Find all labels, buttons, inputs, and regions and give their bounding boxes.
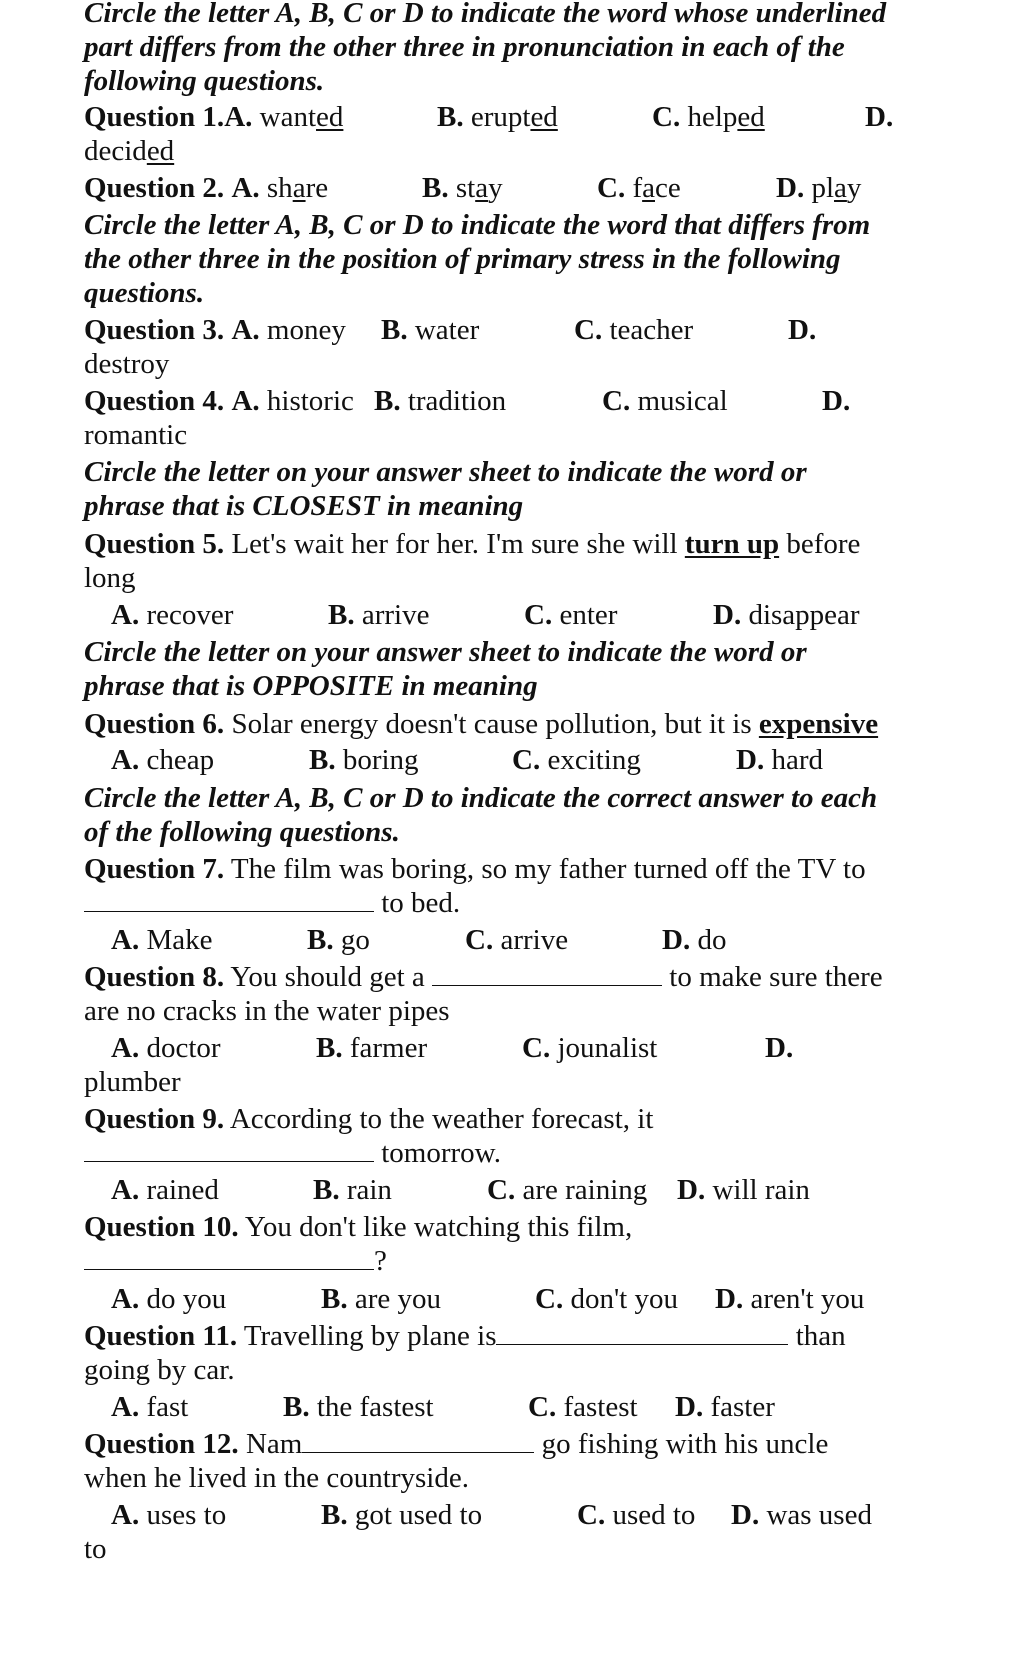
q9-answer-blank[interactable] xyxy=(84,1135,374,1162)
q5-option-b: B. arrive xyxy=(328,599,430,631)
q12-option-b: B. got used to xyxy=(321,1499,483,1531)
q4-option-c: C. musical xyxy=(602,385,728,417)
q10-option-c: C. don't you xyxy=(535,1283,678,1315)
question-7: Question 7. The film was boring, so my father turned off the TV to xyxy=(84,853,866,885)
question-3-label: Question 3. xyxy=(84,314,225,346)
q3-option-d-letter: D. xyxy=(788,314,817,346)
instruction-correct-line1: Circle the letter A, B, C or D to indicate the correct answer to each xyxy=(84,782,878,814)
q10-option-a: A. do you xyxy=(111,1283,227,1315)
q5-option-a: A. recover xyxy=(111,599,234,631)
q9-option-a: A. rained xyxy=(111,1174,219,1206)
question-11-label: Question 11. xyxy=(84,1320,238,1352)
question-4: Question 4. A. historic xyxy=(84,385,354,417)
q12-option-a: A. uses to xyxy=(111,1499,227,1531)
instruction-pronunciation-line1: Circle the letter A, B, C or D to indicate the word whose underlined xyxy=(84,0,887,29)
q11-answer-blank[interactable] xyxy=(496,1318,788,1345)
question-9: Question 9. According to the weather forecast, it xyxy=(84,1103,654,1135)
q8-option-a: A. doctor xyxy=(111,1032,221,1064)
instruction-correct-line2: of the following questions. xyxy=(84,816,400,848)
q10-option-b: B. are you xyxy=(321,1283,441,1315)
q7-option-c: C. arrive xyxy=(465,924,569,956)
q9-option-c: C. are raining xyxy=(487,1174,648,1206)
question-8: Question 8. You should get a to make sure there xyxy=(84,961,883,993)
q6-option-a: A. cheap xyxy=(111,744,215,776)
instruction-stress-line1: Circle the letter A, B, C or D to indicate the word that differs from xyxy=(84,209,871,241)
q8-option-d-letter: D. xyxy=(765,1032,794,1064)
question-12: Question 12. Nam go fishing with his uncle xyxy=(84,1428,829,1460)
question-5-label: Question 5. xyxy=(84,528,225,560)
q3-option-c: C. teacher xyxy=(574,314,694,346)
question-11-continued: going by car. xyxy=(84,1354,235,1386)
q1-option-c: C. helped xyxy=(652,101,765,133)
q1-option-a-underlined: ed xyxy=(316,101,344,133)
instruction-opposite-line2: phrase that is OPPOSITE in meaning xyxy=(84,670,538,702)
question-12-continued: when he lived in the countryside. xyxy=(84,1462,469,1494)
q5-key-phrase: turn up xyxy=(684,528,780,560)
q8-option-c: C. jounalist xyxy=(522,1032,658,1064)
q10-answer-blank[interactable] xyxy=(84,1243,374,1270)
q4-option-d-text: romantic xyxy=(84,419,188,451)
question-3: Question 3. A. money xyxy=(84,314,346,346)
question-11: Question 11. Travelling by plane is than xyxy=(84,1320,846,1352)
question-9-continued: tomorrow. xyxy=(84,1135,501,1171)
q6-option-b: B. boring xyxy=(309,744,419,776)
q9-option-b: B. rain xyxy=(313,1174,392,1206)
instruction-closest-line2: phrase that is CLOSEST in meaning xyxy=(84,490,524,522)
q5-option-c: C. enter xyxy=(524,599,618,631)
q2-option-c: C. face xyxy=(597,172,681,204)
question-7-continued: to bed. xyxy=(84,885,460,921)
q12-option-d: D. was used xyxy=(731,1499,872,1531)
question-5: Question 5. Let's wait her for her. I'm sure she will turn up before xyxy=(84,528,861,560)
q11-option-d: D. faster xyxy=(675,1391,775,1423)
q2-option-b: B. stay xyxy=(422,172,503,204)
q11-option-b: B. the fastest xyxy=(283,1391,434,1423)
question-9-label: Question 9. xyxy=(84,1103,225,1135)
q4-option-d-letter: D. xyxy=(822,385,851,417)
instruction-pronunciation-line3: following questions. xyxy=(84,65,325,97)
q8-option-d-text: plumber xyxy=(84,1066,181,1098)
instruction-stress-line2: the other three in the position of primary stress in the following xyxy=(84,243,841,275)
question-5-continued: long xyxy=(84,562,136,594)
q6-key-word: expensive xyxy=(758,708,879,740)
question-12-label: Question 12. xyxy=(84,1428,239,1460)
instruction-stress-line3: questions. xyxy=(84,277,205,309)
q12-option-d-continued: to xyxy=(84,1533,107,1565)
q2-option-d: D. play xyxy=(776,172,862,204)
question-10: Question 10. You don't like watching this film, xyxy=(84,1211,633,1243)
question-7-label: Question 7. xyxy=(84,853,225,885)
q1-option-a-text: want xyxy=(252,101,317,133)
question-10-label: Question 10. xyxy=(84,1211,239,1243)
question-6: Question 6. Solar energy doesn't cause pollution, but it is expensive xyxy=(84,708,879,740)
question-6-label: Question 6. xyxy=(84,708,225,740)
instruction-closest-line1: Circle the letter on your answer sheet to indicate the word or xyxy=(84,456,807,488)
q7-option-a: A. Make xyxy=(111,924,213,956)
q6-option-c: C. exciting xyxy=(512,744,641,776)
q7-answer-blank[interactable] xyxy=(84,885,374,912)
q11-option-c: C. fastest xyxy=(528,1391,638,1423)
q7-option-d: D. do xyxy=(662,924,727,956)
q7-option-b: B. go xyxy=(307,924,370,956)
q1-option-a-letter: A. xyxy=(224,101,253,133)
question-2: Question 2. A. share xyxy=(84,172,329,204)
instruction-opposite-line1: Circle the letter on your answer sheet to indicate the word or xyxy=(84,636,807,668)
instruction-pronunciation-line2: part differs from the other three in pronunciation in each of the xyxy=(84,31,845,63)
q1-option-b: B. erupted xyxy=(437,101,558,133)
q3-option-b: B. water xyxy=(381,314,480,346)
q8-answer-blank[interactable] xyxy=(432,959,662,986)
question-1-label: Question 1. xyxy=(84,101,225,133)
q1-option-d-text: decided xyxy=(84,135,175,167)
question-2-label: Question 2. xyxy=(84,172,225,204)
q4-option-b: B. tradition xyxy=(374,385,507,417)
question-8-continued: are no cracks in the water pipes xyxy=(84,995,450,1027)
q9-option-d: D. will rain xyxy=(677,1174,810,1206)
q8-option-b: B. farmer xyxy=(316,1032,428,1064)
question-1 xyxy=(84,99,343,135)
question-10-continued: ? xyxy=(84,1243,387,1279)
question-8-label: Question 8. xyxy=(84,961,225,993)
q12-answer-blank[interactable] xyxy=(302,1426,534,1453)
q10-option-d: D. aren't you xyxy=(715,1283,865,1315)
q1-option-d-letter: D. xyxy=(865,101,894,133)
q11-option-a: A. fast xyxy=(111,1391,189,1423)
q12-option-c: C. used to xyxy=(577,1499,696,1531)
question-4-label: Question 4. xyxy=(84,385,225,417)
q6-option-d: D. hard xyxy=(736,744,823,776)
q5-option-d: D. disappear xyxy=(713,599,860,631)
q3-option-d-text: destroy xyxy=(84,348,170,380)
